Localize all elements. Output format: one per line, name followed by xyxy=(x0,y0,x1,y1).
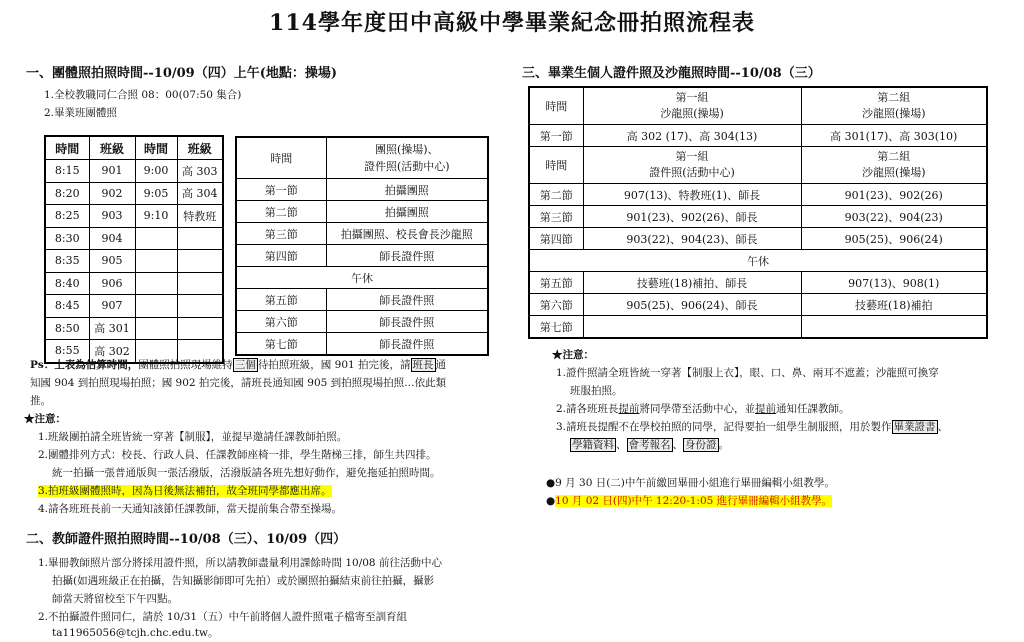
table-cell: 9:00 xyxy=(135,160,177,183)
table-cell: 903 xyxy=(89,205,135,228)
table-cell: 8:55 xyxy=(45,340,89,363)
table-cell: 第六節 xyxy=(529,294,583,316)
table-cell: 師長證件照 xyxy=(326,289,488,311)
table-cell: 8:35 xyxy=(45,250,89,273)
table-cell: 高 303 xyxy=(177,160,223,183)
table-row xyxy=(236,179,488,201)
table-header-cell xyxy=(583,147,801,184)
notes3-text: 將同學帶至活動中心，並 xyxy=(639,403,756,415)
table-cell: 第六節 xyxy=(236,311,326,333)
table-cell: 第七節 xyxy=(236,333,326,356)
notes3-item3 xyxy=(556,420,948,434)
table-cell: 8:45 xyxy=(45,295,89,318)
notes1-item2: 2.團體排列方式：校長、行政人員、任課教師座椅一排，學生階梯三排，師生共四排。 xyxy=(38,449,437,461)
table-row xyxy=(236,333,488,356)
table-cell xyxy=(177,250,223,273)
table-header-cell: 時間 xyxy=(529,87,583,125)
notes1-item4: 4.請各班班長前一天通知該節任課教師，當天提前集合帶至操場。 xyxy=(38,503,343,515)
table-cell: 8:15 xyxy=(45,160,89,183)
table-cell: 903(22)、904(23)、師長 xyxy=(583,228,801,250)
table-cell: 技藝班(18)補拍 xyxy=(801,294,987,316)
table-cell: 8:20 xyxy=(45,182,89,205)
notes3-text: 通知任課教師。 xyxy=(776,403,850,415)
table-cell: 8:30 xyxy=(45,227,89,250)
table-cell xyxy=(583,316,801,339)
table-cell: 905(25)、906(24) xyxy=(801,228,987,250)
ps-label: Ps：上表為估算時間， xyxy=(30,359,139,371)
table-row xyxy=(529,147,987,184)
table-cell: 第五節 xyxy=(529,272,583,294)
table-cell: 第四節 xyxy=(529,228,583,250)
table-cell: 第七節 xyxy=(529,316,583,339)
table-cell: 第五節 xyxy=(236,289,326,311)
table-row xyxy=(45,182,223,205)
table-row xyxy=(236,267,488,289)
notes3-sep: 、 xyxy=(616,439,627,451)
event-2 xyxy=(546,494,832,508)
student-photo-schedule-table xyxy=(528,86,988,339)
notes3-sep: 、 xyxy=(937,421,949,433)
table-cell: 907(13)、908(1) xyxy=(801,272,987,294)
table-row xyxy=(529,272,987,294)
table-row xyxy=(529,206,987,228)
notes3-item2 xyxy=(556,402,850,416)
table-cell: 拍攝團照 xyxy=(326,179,488,201)
table-row xyxy=(45,136,223,160)
table-row xyxy=(45,317,223,340)
section1-heading: 一、團體照拍照時間--10/09（四）上午(地點：操場) xyxy=(26,66,338,81)
notes3-boxed-records: 學籍資料 xyxy=(572,439,614,451)
ps-text: 待拍照班級，國 901 拍完後，請 xyxy=(257,359,411,371)
table-row xyxy=(45,160,223,183)
table-cell: 拍攝團照、校長會長沙龍照 xyxy=(326,223,488,245)
notes1-item2-cont: 統一拍攝一張普通版與一張活潑版，活潑版請各班先想好動作，避免拖延拍照時間。 xyxy=(52,467,441,479)
notes3-heading: ★注意： xyxy=(552,349,594,361)
table-row xyxy=(45,250,223,273)
notes3-item1-cont: 班服拍照。 xyxy=(570,385,623,397)
table-cell: 907(13)、特教班(1)、師長 xyxy=(583,184,801,206)
table-cell: 特教班 xyxy=(177,205,223,228)
table-cell: 高 301(17)、高 303(10) xyxy=(801,125,987,147)
group1-label: 第一組 xyxy=(675,150,709,163)
table-cell: 高 302 xyxy=(89,340,135,363)
table-cell: 902 xyxy=(89,182,135,205)
table-cell: 901(23)、902(26)、師長 xyxy=(583,206,801,228)
table-row xyxy=(236,289,488,311)
page-title: 114學年度田中高級中學畢業紀念冊拍照流程表 xyxy=(269,10,755,36)
ps-highlight-three: 三個 xyxy=(234,359,256,371)
table-row xyxy=(45,295,223,318)
section3-heading: 三、畢業生個人證件照及沙龍照時間--10/08（三） xyxy=(522,66,821,81)
table-cell: 9:05 xyxy=(135,182,177,205)
lunch-break-cell: 午休 xyxy=(236,267,488,289)
table-row xyxy=(45,272,223,295)
notes3-boxed-id-card: 身份證 xyxy=(685,439,717,451)
table-cell: 第四節 xyxy=(236,245,326,267)
period-schedule-table xyxy=(235,136,489,356)
table-row xyxy=(236,311,488,333)
ps-note-line1 xyxy=(30,358,446,372)
notes3-boxed-graduation-cert: 畢業證書 xyxy=(893,421,936,433)
table-cell xyxy=(177,295,223,318)
table-cell: 師長證件照 xyxy=(326,245,488,267)
table-row xyxy=(236,223,488,245)
section2-item1-cont2: 師當天將留校至下午四點。 xyxy=(52,593,178,605)
table-cell xyxy=(135,250,177,273)
event-bullet: ● xyxy=(546,495,556,507)
notes3-item3-cont xyxy=(570,438,729,452)
table-cell: 第二節 xyxy=(529,184,583,206)
table-row xyxy=(529,250,987,272)
table-row xyxy=(529,294,987,316)
table-header-cell: 班級 xyxy=(177,136,223,160)
table-cell: 907 xyxy=(89,295,135,318)
notes3-item1: 1.證件照請全班皆統一穿著【制服上衣】，眼、口、鼻、兩耳不遮蓋；沙龍照可換穿 xyxy=(556,367,939,379)
notes1-item3-highlight: 3.拍班級團體照時，因為日後無法補拍，故全班同學都應出席。 xyxy=(38,485,332,497)
table-cell xyxy=(177,227,223,250)
table-row xyxy=(45,227,223,250)
table-row xyxy=(236,137,488,179)
lunch-break-cell: 午休 xyxy=(529,250,987,272)
table-header-cell xyxy=(801,87,987,125)
section2-heading: 二、教師證件照拍照時間--10/08（三）、10/09（四） xyxy=(26,532,347,547)
notes3-end: 。 xyxy=(718,439,729,451)
notes3-sep: 、 xyxy=(672,439,683,451)
table-cell: 師長證件照 xyxy=(326,333,488,356)
table-cell: 905 xyxy=(89,250,135,273)
table-cell: 高 302 (17)、高 304(13) xyxy=(583,125,801,147)
table-cell: 9:10 xyxy=(135,205,177,228)
table-header-cell: 時間 xyxy=(236,137,326,179)
section2-item1: 1.畢冊教師照片部分將採用證件照，所以請教師盡量利用課餘時間 10/08 前往活動中心 xyxy=(38,557,442,569)
salon-label: 沙龍照(操場) xyxy=(861,166,926,179)
table-cell: 第一節 xyxy=(529,125,583,147)
table-cell xyxy=(135,317,177,340)
table-cell: 903(22)、904(23) xyxy=(801,206,987,228)
section2-item1-cont: 拍攝(如遇班級正在拍攝，告知攝影師即可先拍）或於團照拍攝結束前往拍攝，攝影 xyxy=(52,575,435,587)
table-cell: 901(23)、902(26) xyxy=(801,184,987,206)
table-cell xyxy=(135,295,177,318)
table-header-cell: 班級 xyxy=(89,136,135,160)
table-header-cell xyxy=(583,87,801,125)
header-place-line1: 團照(操場)、 xyxy=(374,143,439,156)
table-row xyxy=(529,87,987,125)
table-cell: 第三節 xyxy=(236,223,326,245)
table-row xyxy=(236,245,488,267)
ps-note-line2: 知國 904 到拍照現場拍照；國 902 拍完後，請班長通知國 905 到拍照現場拍照…依此類 xyxy=(30,377,447,389)
table-cell: 904 xyxy=(89,227,135,250)
table-cell: 8:25 xyxy=(45,205,89,228)
table-cell xyxy=(801,316,987,339)
table-row xyxy=(529,228,987,250)
group2-label: 第二組 xyxy=(877,91,911,104)
section1-item1: 1.全校教職同仁合照 08：00(07:50 集合) xyxy=(44,89,242,101)
table-cell xyxy=(135,227,177,250)
table-cell: 拍攝團照 xyxy=(326,201,488,223)
ps-text: 團體照拍照現場維持 xyxy=(138,359,233,371)
table-header-cell: 時間 xyxy=(135,136,177,160)
group2-label: 第二組 xyxy=(877,150,911,163)
table-row xyxy=(529,184,987,206)
table-cell: 技藝班(18)補拍、師長 xyxy=(583,272,801,294)
notes3-text: 2.請各班班長 xyxy=(556,403,619,415)
notes1-item1: 1.班級團拍請全班皆統一穿著【制服】，並提早邀請任課教師拍照。 xyxy=(38,431,348,443)
table-cell: 901 xyxy=(89,160,135,183)
notes3-emphasis: 提前 xyxy=(755,403,777,415)
table-cell: 高 304 xyxy=(177,182,223,205)
table-cell: 8:40 xyxy=(45,272,89,295)
ps-note-line3: 推。 xyxy=(30,395,51,407)
group1-label: 第一組 xyxy=(675,91,709,104)
table-cell: 第二節 xyxy=(236,201,326,223)
table-header-cell: 時間 xyxy=(529,147,583,184)
table-cell: 905(25)、906(24)、師長 xyxy=(583,294,801,316)
notes1-heading: ★注意： xyxy=(24,413,66,425)
table-cell xyxy=(177,272,223,295)
table-header-cell xyxy=(326,137,488,179)
table-row xyxy=(236,201,488,223)
section2-item2-email: ta11965056@tcjh.chc.edu.tw。 xyxy=(52,627,219,639)
ps-text: 通 xyxy=(435,359,447,371)
table-cell: 師長證件照 xyxy=(326,311,488,333)
table-header-cell xyxy=(801,147,987,184)
event-1: ●9 月 30 日(二)中午前繳回畢冊小組進行畢冊編輯小組教學。 xyxy=(546,477,835,489)
table-cell xyxy=(135,272,177,295)
table-cell: 906 xyxy=(89,272,135,295)
table-cell: 第一節 xyxy=(236,179,326,201)
table-cell xyxy=(177,317,223,340)
section2-item2: 2.不拍攝證件照同仁，請於 10/31（五）中午前將個人證件照電子檔寄至訓育組 xyxy=(38,611,408,623)
table-row xyxy=(45,205,223,228)
table-cell: 8:50 xyxy=(45,317,89,340)
table-cell: 高 301 xyxy=(89,317,135,340)
table-cell: 第三節 xyxy=(529,206,583,228)
notes1-item3 xyxy=(38,484,332,498)
section1-item2: 2.畢業班團體照 xyxy=(44,107,118,119)
notes3-boxed-exam: 會考報名 xyxy=(628,439,671,451)
ps-highlight-monitor: 班長 xyxy=(412,359,434,371)
header-place-line2: 證件照(活動中心) xyxy=(363,160,450,173)
table-row xyxy=(529,316,987,339)
salon-label: 沙龍照(操場) xyxy=(660,107,724,120)
notes3-emphasis: 提前 xyxy=(618,403,640,415)
group-photo-schedule-table xyxy=(44,135,224,364)
table-row xyxy=(529,125,987,147)
id-photo-label: 證件照(活動中心) xyxy=(649,166,735,179)
notes3-text: 3.請班長提醒不在學校拍照的同學，記得要拍一組學生制服照，用於製作 xyxy=(556,421,892,433)
event-2-highlight: 10 月 02 日(四)中午 12:20-1:05 進行畢冊編輯小組教學。 xyxy=(555,495,833,507)
salon-label: 沙龍照(操場) xyxy=(861,107,926,120)
table-header-cell: 時間 xyxy=(45,136,89,160)
